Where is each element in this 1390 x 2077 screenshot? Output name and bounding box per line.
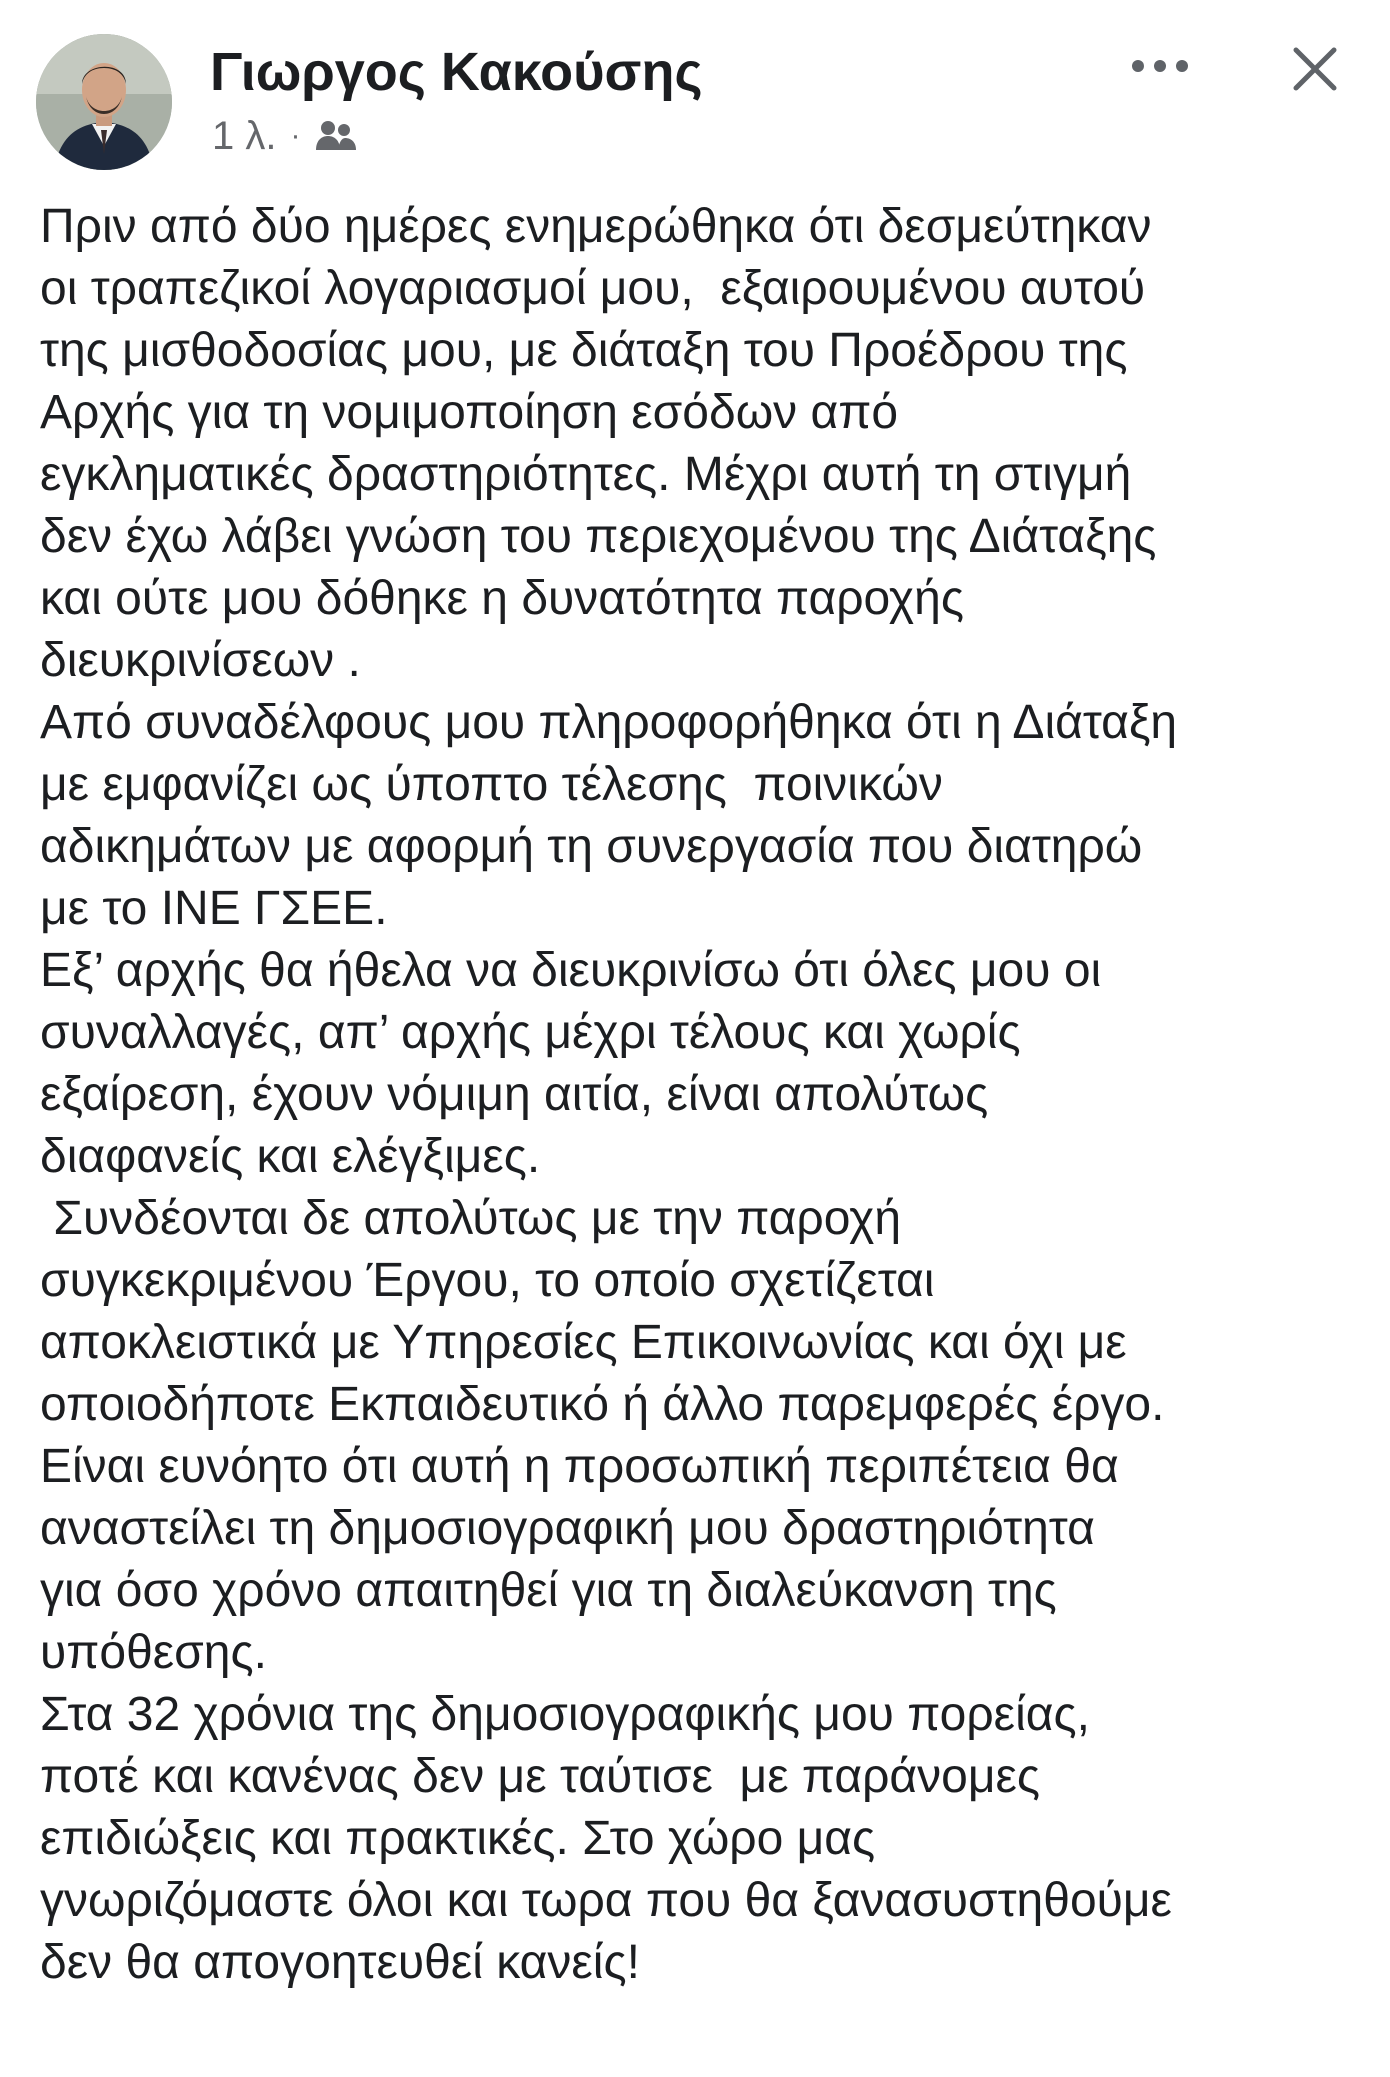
author-avatar[interactable] bbox=[36, 34, 172, 170]
post-text-line: με εμφανίζει ως ύποπτο τέλεσης ποινικών bbox=[40, 758, 943, 811]
more-dot bbox=[1176, 60, 1188, 72]
post-text-line: Στα 32 χρόνια της δημοσιογραφικής μου πορείας, bbox=[40, 1688, 1090, 1741]
post-text-line: γνωριζόμαστε όλοι και τωρα που θα ξανασυστηθούμε bbox=[40, 1874, 1172, 1927]
post-timestamp[interactable]: 1 λ. bbox=[212, 114, 277, 158]
post-text-line: εξαίρεση, έχουν νόμιμη αιτία, είναι απολύτως bbox=[40, 1068, 989, 1121]
post-text-line: εγκληματικές δραστηριότητες. Μέχρι αυτή τη στιγμή bbox=[40, 448, 1132, 501]
post-text-line: οποιοδήποτε Εκπαιδευτικό ή άλλο παρεμφερές έργο. bbox=[40, 1378, 1165, 1431]
close-icon bbox=[1280, 34, 1350, 104]
post-text-line: οι τραπεζικοί λογαριασμοί μου, εξαιρουμένου αυτού bbox=[40, 262, 1146, 315]
author-name[interactable]: Γιωργος Κακούσης bbox=[210, 42, 703, 102]
post-text-line: με το ΙΝΕ ΓΣΕΕ. bbox=[40, 882, 388, 935]
post-text-line: επιδιώξεις και πρακτικές. Στο χώρο μας bbox=[40, 1812, 876, 1865]
more-horizontal-icon bbox=[1132, 60, 1144, 72]
post-text-line: Είναι ευνόητο ότι αυτή η προσωπική περιπέτεια θα bbox=[40, 1440, 1119, 1493]
post-header bbox=[0, 0, 1390, 190]
post-text-line: αποκλειστικά με Υπηρεσίες Επικοινωνίας και όχι με bbox=[40, 1316, 1127, 1369]
post-text-line: συγκεκριμένου Έργου, το οποίο σχετίζεται bbox=[40, 1254, 935, 1307]
profile-photo-icon bbox=[36, 34, 172, 170]
post-text-line: Πριν από δύο ημέρες ενημερώθηκα ότι δεσμεύτηκαν bbox=[40, 200, 1152, 253]
close-button[interactable] bbox=[1280, 34, 1350, 104]
post-text-line: διαφανείς και ελέγξιμες. bbox=[40, 1130, 541, 1183]
post-text-line: δεν θα απογοητευθεί κανείς! bbox=[40, 1936, 640, 1989]
post-text-line: διευκρινίσεων . bbox=[40, 634, 361, 687]
post-text-line: Αρχής για τη νομιμοποίηση εσόδων από bbox=[40, 386, 899, 439]
post-text-line: και ούτε μου δόθηκε η δυνατότητα παροχής bbox=[40, 572, 964, 625]
post-text-line: για όσο χρόνο απαιτηθεί για τη διαλεύκανση της bbox=[40, 1564, 1057, 1617]
post-text-line: Συνδέονται δε απολύτως με την παροχή bbox=[40, 1192, 902, 1245]
more-dot bbox=[1154, 60, 1166, 72]
post-text-line: δεν έχω λάβει γνώση του περιεχομένου της Διάταξης bbox=[40, 510, 1157, 563]
post-text-line: της μισθοδοσίας μου, με διάταξη του Προέδρου της bbox=[40, 324, 1128, 377]
post-text bbox=[40, 196, 1370, 1994]
post-text-line: αναστείλει τη δημοσιογραφική μου δραστηριότητα bbox=[40, 1502, 1095, 1555]
meta-separator: · bbox=[290, 119, 301, 152]
post-text-line: συναλλαγές, απ’ αρχής μέχρι τέλους και χωρίς bbox=[40, 1006, 1021, 1059]
post-text-line: αδικημάτων με αφορμή τη συνεργασία που διατηρώ bbox=[40, 820, 1143, 873]
post-text-line: υπόθεσης. bbox=[40, 1626, 267, 1679]
post-meta bbox=[212, 110, 358, 162]
post-text-line: Εξ’ αρχής θα ήθελα να διευκρινίσω ότι όλες μου οι bbox=[40, 944, 1102, 997]
post-text-line: Από συναδέλφους μου πληροφορήθηκα ότι η Διάταξη bbox=[40, 696, 1178, 749]
friends-icon[interactable] bbox=[314, 118, 358, 154]
post-text-line: ποτέ και κανένας δεν με ταύτισε με παράνομες bbox=[40, 1750, 1041, 1803]
more-options-button[interactable] bbox=[1118, 40, 1202, 92]
